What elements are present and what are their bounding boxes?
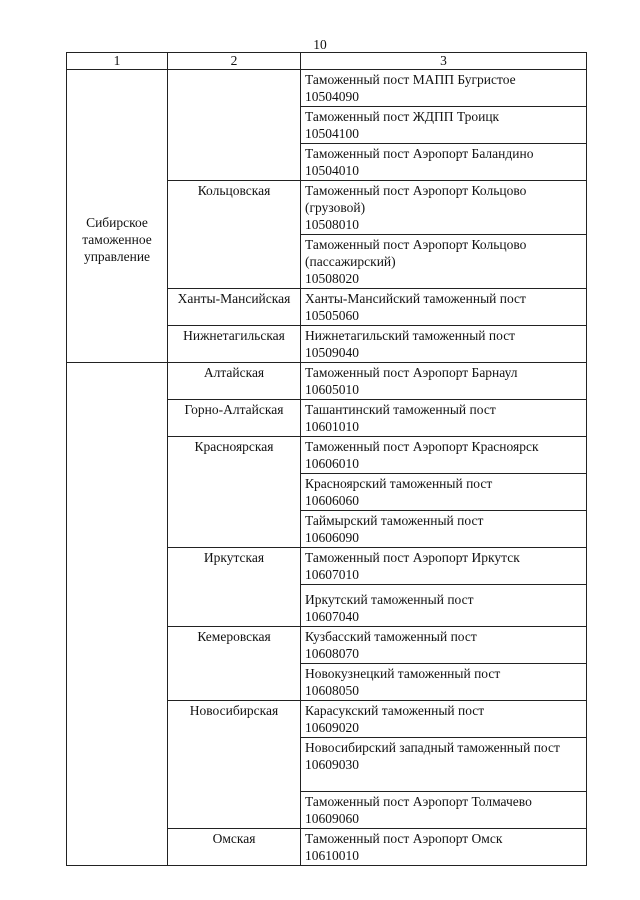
customs-cell: Омская <box>168 829 301 866</box>
post-code: 10610010 <box>305 848 359 863</box>
post-cell <box>301 363 587 400</box>
post-name: Таможенный пост Аэропорт Кольцово (грузовой) <box>305 183 527 215</box>
post-name: Таможенный пост ЖДПП Троицк <box>305 109 500 124</box>
header-col-3: 3 <box>301 53 587 70</box>
admin-cell <box>67 215 168 866</box>
post-name: Новосибирский западный таможенный пост <box>305 740 560 755</box>
post-name: Таможенный пост Аэропорт Красноярск <box>305 439 539 454</box>
table-row <box>67 363 587 400</box>
post-name: Ханты-Мансийский таможенный пост <box>305 291 526 306</box>
post-code: 10504100 <box>305 126 359 141</box>
customs-cell-continued <box>168 70 301 181</box>
post-cell <box>301 627 587 664</box>
post-code: 10606090 <box>305 530 359 545</box>
post-name: Кузбасский таможенный пост <box>305 629 477 644</box>
customs-cell: Новосибирская <box>168 701 301 829</box>
customs-cell: Ханты-Мансийская <box>168 289 301 326</box>
post-cell <box>301 738 587 792</box>
page-number: 10 <box>313 37 327 52</box>
post-name: Таймырский таможенный пост <box>305 513 484 528</box>
post-name: Таможенный пост Аэропорт Омск <box>305 831 503 846</box>
post-name: Новокузнецкий таможенный пост <box>305 666 501 681</box>
post-cell <box>301 511 587 548</box>
post-cell <box>301 664 587 701</box>
post-cell <box>301 792 587 829</box>
header-col-2: 2 <box>168 53 301 70</box>
post-code: 10605010 <box>305 382 359 397</box>
post-name: Таможенный пост Аэропорт Баландино <box>305 146 534 161</box>
post-name: Нижнетагильский таможенный пост <box>305 328 516 343</box>
post-cell <box>301 585 587 627</box>
customs-cell: Кемеровская <box>168 627 301 701</box>
post-code: 10608050 <box>305 683 359 698</box>
post-cell <box>301 144 587 181</box>
post-code: 10609030 <box>305 757 359 772</box>
post-name: Карасукский таможенный пост <box>305 703 485 718</box>
post-cell <box>301 548 587 585</box>
post-code: 10607010 <box>305 567 359 582</box>
post-code: 10609020 <box>305 720 359 735</box>
post-name: Таможенный пост Аэропорт Кольцово (пассажирский) <box>305 237 527 269</box>
post-code: 10504090 <box>305 89 359 104</box>
post-code: 10608070 <box>305 646 359 661</box>
post-cell <box>301 400 587 437</box>
admin-name: Сибирское таможенное управление <box>82 215 152 264</box>
customs-cell: Нижнетагильская <box>168 326 301 363</box>
post-name: Таможенный пост Аэропорт Толмачево <box>305 794 532 809</box>
post-code: 10607040 <box>305 609 359 624</box>
post-code: 10509040 <box>305 345 359 360</box>
post-cell <box>301 107 587 144</box>
customs-cell: Кольцовская <box>168 181 301 289</box>
post-code: 10505060 <box>305 308 359 323</box>
customs-posts-table <box>66 52 587 866</box>
post-cell <box>301 70 587 107</box>
post-name: Иркутский таможенный пост <box>305 592 474 607</box>
customs-cell: Иркутская <box>168 548 301 627</box>
table-row <box>67 70 587 107</box>
table-header-row <box>67 53 587 70</box>
post-cell <box>301 326 587 363</box>
post-code: 10606010 <box>305 456 359 471</box>
post-code: 10609060 <box>305 811 359 826</box>
post-cell <box>301 474 587 511</box>
post-cell <box>301 701 587 738</box>
customs-cell: Красноярская <box>168 437 301 548</box>
post-cell <box>301 829 587 866</box>
post-cell <box>301 437 587 474</box>
post-name: Таможенный пост Аэропорт Иркутск <box>305 550 520 565</box>
header-col-1: 1 <box>67 53 168 70</box>
post-cell <box>301 289 587 326</box>
post-name: Таможенный пост Аэропорт Барнаул <box>305 365 518 380</box>
customs-cell: Алтайская <box>168 363 301 400</box>
post-code: 10606060 <box>305 493 359 508</box>
post-code: 10504010 <box>305 163 359 178</box>
customs-cell: Горно-Алтайская <box>168 400 301 437</box>
post-cell <box>301 181 587 235</box>
post-code: 10508010 <box>305 217 359 232</box>
post-code: 10508020 <box>305 271 359 286</box>
post-name: Таможенный пост МАПП Бугристое <box>305 72 516 87</box>
post-cell <box>301 235 587 289</box>
post-code: 10601010 <box>305 419 359 434</box>
post-name: Красноярский таможенный пост <box>305 476 493 491</box>
post-name: Ташантинский таможенный пост <box>305 402 496 417</box>
